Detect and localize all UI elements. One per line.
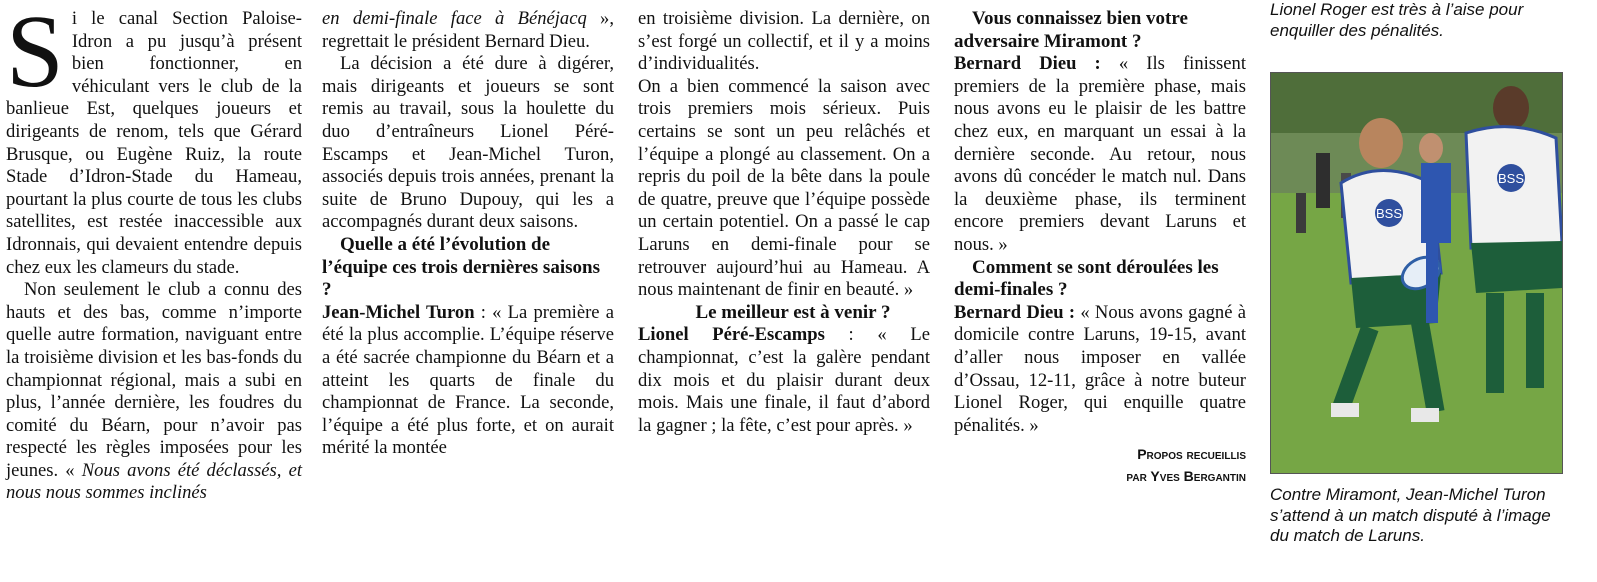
rugby-players-illustration — [1271, 73, 1562, 473]
article-column-2 — [322, 8, 614, 460]
interview-question: Vous connaissez bien votre adversaire Miramont ? — [954, 8, 1188, 52]
interview-answer: Bernard Dieu : « Nous avons gagné à domicile contre Laruns, 19-15, avant d’aller nous imposer en vallée d’Ossau, 12-11, grâce à notre buteur Lionel Roger, qui enquille quatre pénalités. » — [954, 301, 1246, 436]
paragraph: en troisième division. La dernière, on s’est forgé un collectif, et il y a moins d’individualités. — [638, 8, 930, 75]
photo-caption-bottom: Contre Miramont, Jean-Michel Turon s’attend à un match disputé à l’image du match de Laruns. — [1270, 485, 1551, 545]
rugby-photo — [1270, 72, 1563, 474]
interview-question: Comment se sont déroulées les demi-finales ? — [954, 256, 1219, 301]
jersey-text: BSS — [1498, 171, 1525, 186]
paragraph: Non seulement le club a connu des hauts et des bas, comme n’importe quelle autre formation, naviguant entre la troisième division et les bas-fonds du championnat régional, mais a subi en plus, l’année dernière, les foudres du comité du Béarn, pour n’avoir pas respecté les règles imposées pour les jeunes. « Nous avons été déclassés, et nous nous sommes inclinés — [6, 279, 302, 504]
jersey-text: BSS — [1376, 206, 1403, 221]
photo-caption-top: Lionel Roger est très à l’aise pour enquiller des pénalités. — [1270, 0, 1524, 40]
interview-answer: Bernard Dieu : « Ils finissent premiers de la première phase, mais nous avons eu le plaisir de les battre chez eux, en marquant un essai à la dernière seconde. Au retour, nous avons dû concéder le match nul. Dans la deuxième phase, ils terminent encore premiers devant Laruns et nous. » — [954, 53, 1246, 255]
article-column-1 — [6, 0, 302, 505]
byline: Propos recueillis par Yves Bergantin — [1126, 446, 1246, 485]
speaker-name: Bernard Dieu : — [954, 53, 1101, 75]
speaker-name: Bernard Dieu : — [954, 301, 1076, 323]
paragraph: On a bien commencé la saison avec trois premiers mois sérieux. Puis certains se sont un peu relâchés et l’équipe a plongé au classement. On a repris du poil de la bête dans la poule de quatre, preuve que l’équipe possède un certain potentiel. On a passé le cap Laruns en demi-finale pour se retrouver aujourd’hui au Hameau. A nous maintenant de finir en beauté. » — [638, 75, 930, 301]
article-column-3 — [638, 8, 930, 437]
paragraph-intro: Si le canal Section Paloise-Idron a pu jusqu’à présent bien fonctionner, en véhiculant vers le club de la banlieue Est, quelques joueurs et dirigeants de renom, tels que Gérard Brusque, ou Eugène Ruiz, la route Stade d’Idron-Stade du Hameau, pourtant la plus courte de tous les clubs satellites, est restée inaccessible aux Idronnais, qui devaient entendre depuis chez eux les clameurs du stade. — [6, 0, 302, 278]
quote: en demi-finale face à Bénéjacq — [322, 8, 587, 29]
interview-answer: Jean-Michel Turon : « La première a été la plus accomplie. L’équipe réserve a été sacrée championne du Béarn et a atteint les quarts de finale du championnat de France. La seconde, l’équipe a été plus forte, et on aurait mérité la montée — [322, 301, 615, 459]
drop-cap: S — [6, 0, 64, 109]
interview-question: Quelle a été l’évolution de l’équipe ces trois dernières saisons ? — [322, 233, 600, 301]
interview-question: Le meilleur est à venir ? — [695, 301, 891, 323]
paragraph: La décision a été dure à digérer, mais dirigeants et joueurs se sont remis au travail, sous la houlette du duo d’entraîneurs Lionel Péré-Escamps et Jean-Michel Turon, associés depuis trois années, prenant la suite de Bruno Dupouy, qui les a accompagnés durant deux saisons. — [322, 53, 614, 233]
interview-answer: Lionel Péré-Escamps : « Le championnat, c’est la galère pendant dix mois et du plaisir durant deux mois. Mais une finale, il faut d’abord la gagner ; la fête, c’est pour après. » — [638, 324, 930, 436]
paragraph: en demi-finale face à Bénéjacq », regrettait le président Bernard Dieu. — [322, 8, 615, 52]
speaker-name: Jean-Michel Turon — [322, 301, 475, 323]
speaker-name: Lionel Péré-Escamps — [638, 324, 825, 346]
quote: Nous avons été déclassés, et nous nous sommes inclinés — [6, 459, 302, 504]
article-column-4 — [954, 8, 1246, 487]
